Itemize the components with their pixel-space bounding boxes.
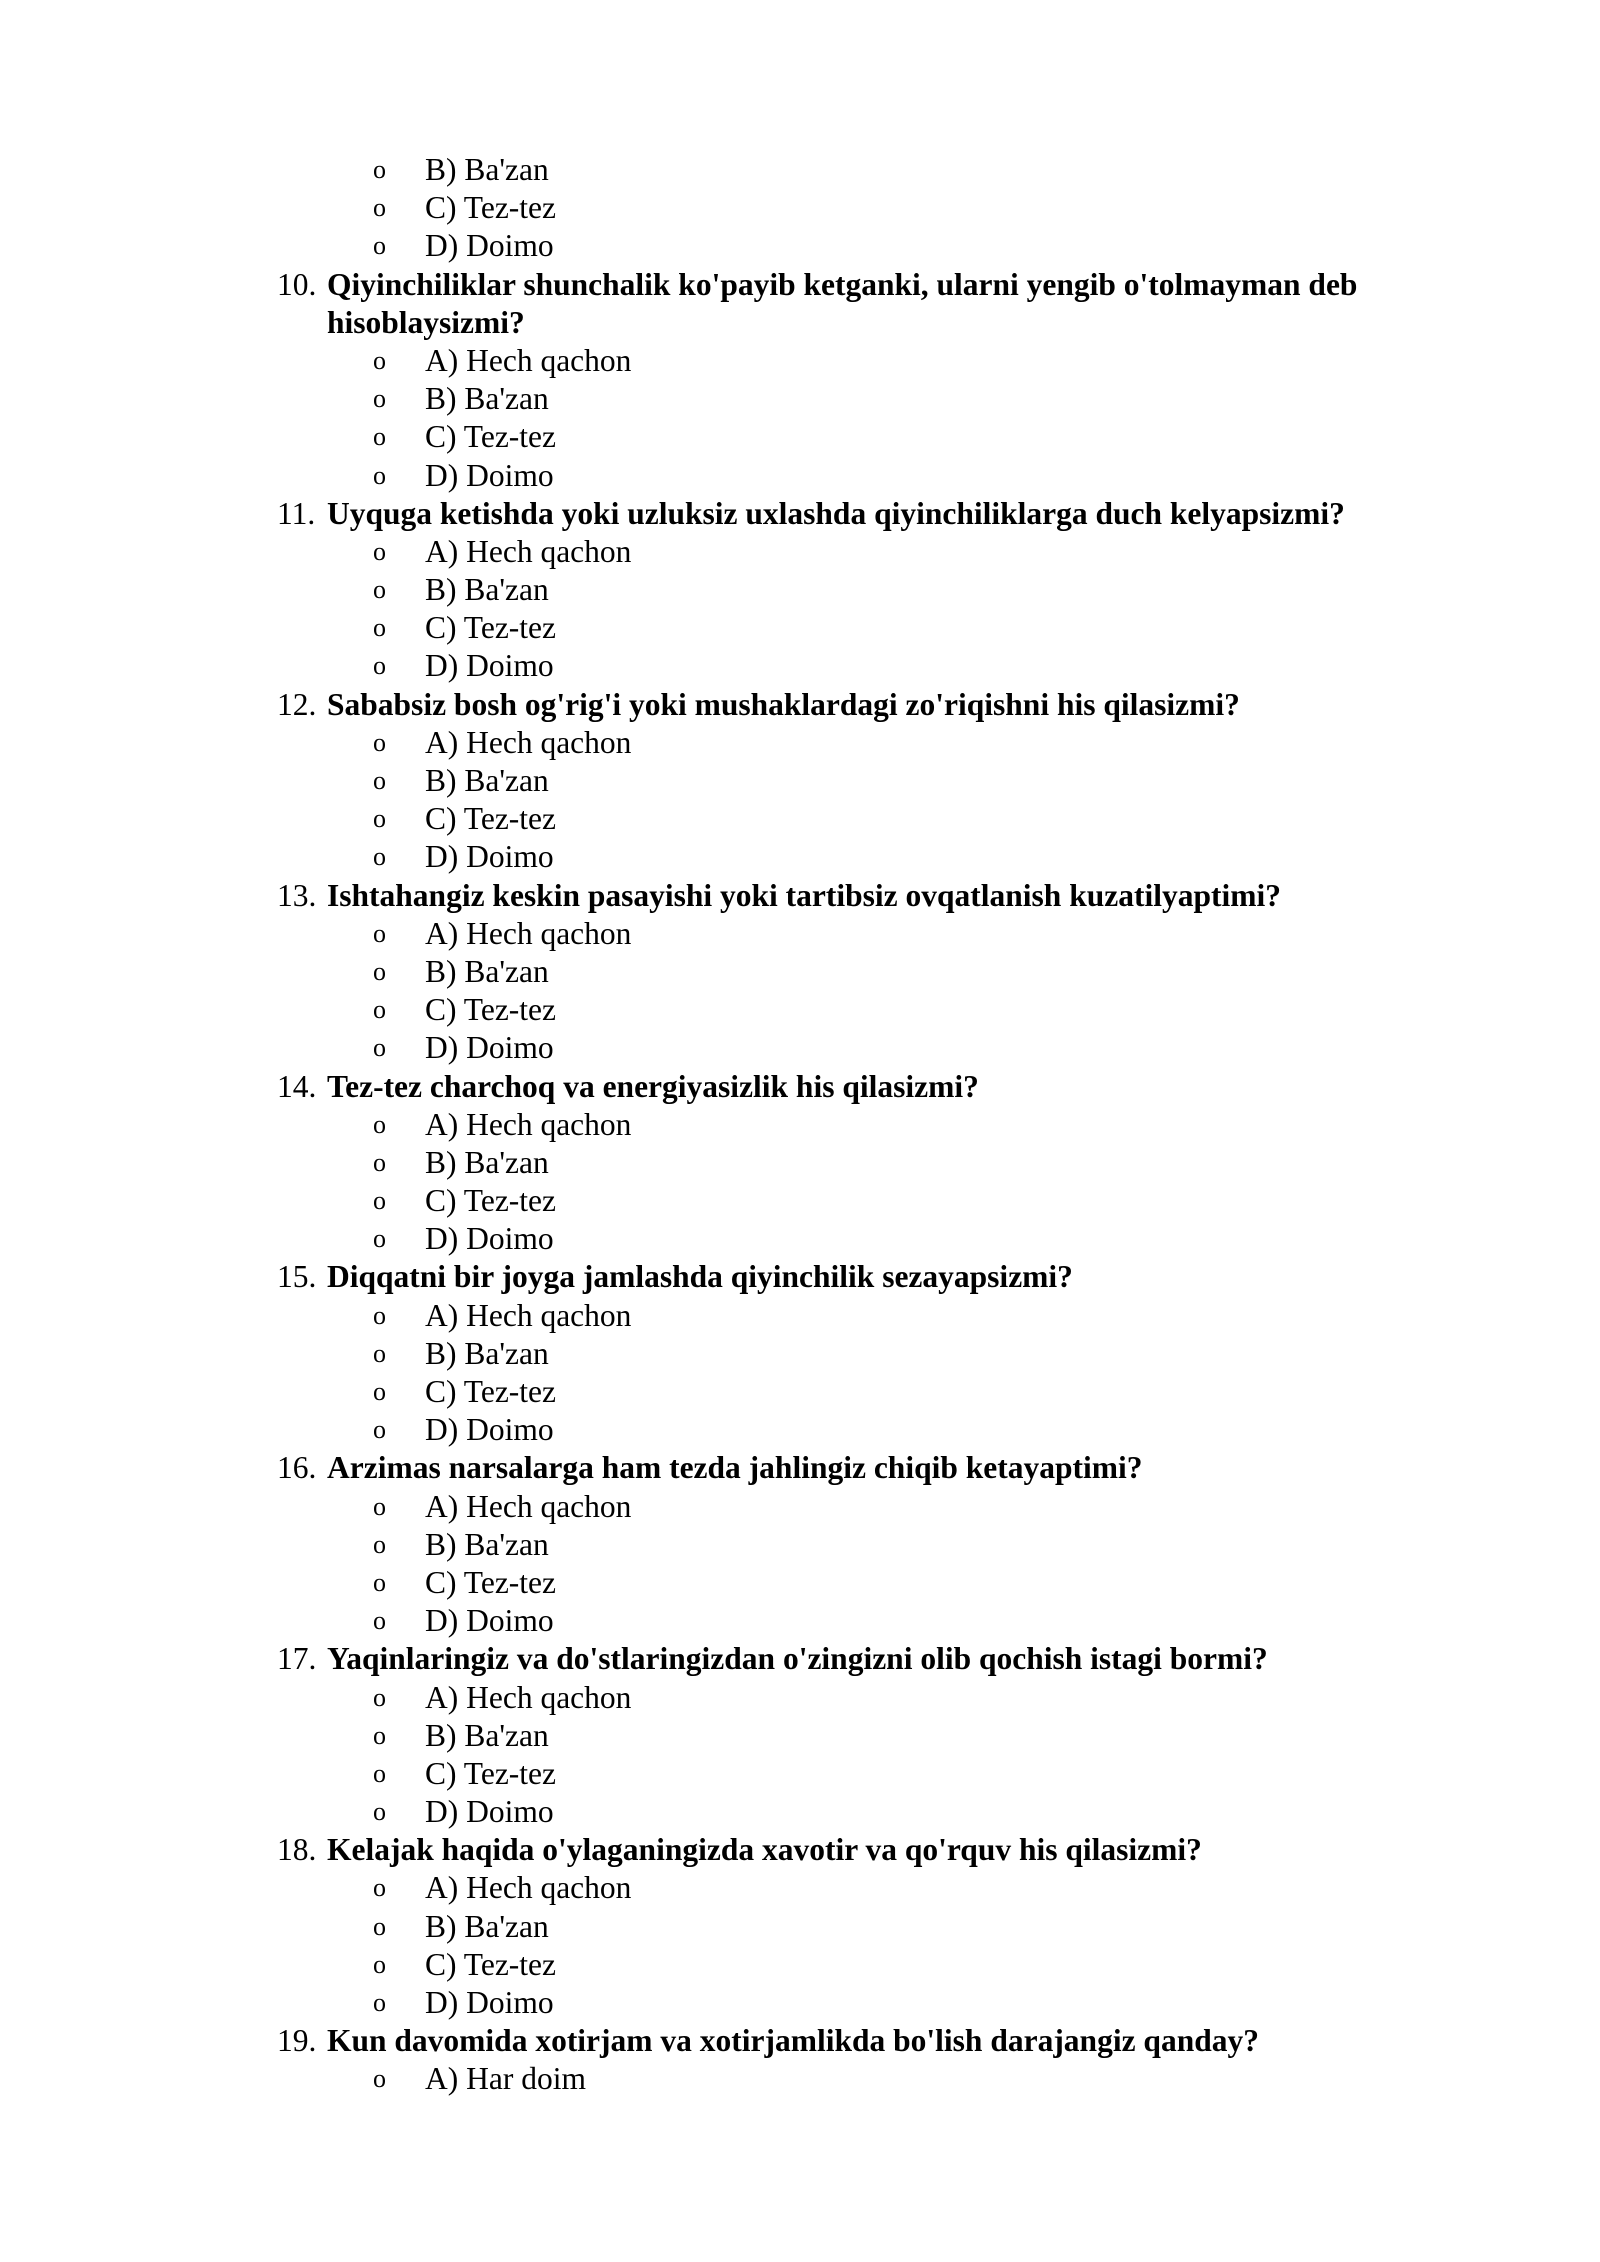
option-item	[0, 1297, 1600, 1335]
option-item	[0, 571, 1600, 609]
option-label: B) Ba'zan	[425, 572, 549, 608]
option-item	[0, 1908, 1600, 1946]
option-label: A) Hech qachon	[425, 1870, 632, 1906]
bullet-marker: o	[373, 1109, 386, 1139]
option-item	[0, 457, 1600, 495]
question-item	[0, 1068, 1600, 1106]
option-item	[0, 762, 1600, 800]
option-label: D) Doimo	[425, 1221, 554, 1257]
bullet-marker: o	[373, 1186, 386, 1216]
option-item	[0, 1335, 1600, 1373]
option-label: D) Doimo	[425, 648, 554, 684]
option-label: B) Ba'zan	[425, 1908, 549, 1944]
bullet-marker: o	[373, 1797, 386, 1827]
bullet-marker: o	[373, 575, 386, 605]
bullet-marker: o	[373, 1949, 386, 1979]
option-item	[0, 991, 1600, 1029]
question-number: 15.	[277, 1259, 317, 1295]
bullet-marker: o	[373, 1491, 386, 1521]
option-item	[0, 1373, 1600, 1411]
question-text: Kun davomida xotirjam va xotirjamlikda bo'lish darajangiz qanday?	[327, 2023, 1259, 2059]
option-label: B) Ba'zan	[425, 1335, 549, 1371]
bullet-marker: o	[373, 422, 386, 452]
option-label: C) Tez-tez	[425, 1183, 557, 1219]
bullet-marker: o	[373, 995, 386, 1025]
bullet-marker: o	[373, 2064, 386, 2094]
option-label: A) Hech qachon	[425, 1488, 632, 1524]
option-item	[0, 2060, 1600, 2098]
option-item	[0, 227, 1600, 265]
option-label: B) Ba'zan	[425, 763, 549, 798]
option-label: D) Doimo	[425, 1794, 554, 1830]
bullet-marker: o	[373, 1300, 386, 1330]
option-item	[0, 1984, 1600, 2022]
option-item	[0, 953, 1600, 991]
question-item	[0, 266, 1600, 304]
option-item	[0, 838, 1600, 876]
option-label: A) Hech qachon	[425, 342, 632, 378]
option-label: D) Doimo	[425, 1412, 554, 1448]
option-item	[0, 1946, 1600, 1984]
bullet-marker: o	[373, 1529, 386, 1559]
question-number: 10.	[277, 266, 317, 302]
option-label: C) Tez-tez	[425, 992, 557, 1028]
bullet-marker: o	[373, 1415, 386, 1445]
option-item	[0, 1029, 1600, 1067]
option-label: C) Tez-tez	[425, 1374, 557, 1409]
bullet-marker: o	[373, 651, 386, 681]
question-text: Arzimas narsalarga ham tezda jahlingiz chiqib ketayaptimi?	[327, 1450, 1143, 1486]
option-item	[0, 189, 1600, 227]
bullet-marker: o	[373, 536, 386, 566]
option-label: B) Ba'zan	[425, 1144, 549, 1180]
option-item	[0, 151, 1600, 189]
option-label: C) Tez-tez	[425, 1755, 557, 1791]
question-text: Kelajak haqida o'ylaganingizda xavotir va qo'rquv his qilasizmi?	[327, 1832, 1202, 1868]
question-text: Sababsiz bosh og'rig'i yoki mushaklardagi zo'riqishni his qilasizmi?	[327, 686, 1240, 722]
option-item	[0, 1869, 1600, 1907]
option-label: C) Tez-tez	[425, 1946, 557, 1982]
question-number: 12.	[277, 686, 317, 722]
bullet-marker: o	[373, 1720, 386, 1750]
option-label: A) Hech qachon	[425, 724, 632, 760]
bullet-marker: o	[373, 1567, 386, 1597]
bullet-marker: o	[373, 1224, 386, 1254]
option-label: B) Ba'zan	[425, 381, 549, 417]
option-item	[0, 342, 1600, 380]
option-label: D) Doimo	[425, 839, 554, 875]
question-continuation	[0, 304, 1600, 342]
question-item	[0, 1449, 1600, 1487]
bullet-marker: o	[373, 345, 386, 375]
option-label: C) Tez-tez	[425, 190, 557, 226]
question-number: 17.	[277, 1641, 317, 1677]
question-text: Uyquga ketishda yoki uzluksiz uxlashda qiyinchiliklarga duch kelyapsizmi?	[327, 495, 1345, 531]
option-label: B) Ba'zan	[425, 152, 549, 187]
option-label: A) Hech qachon	[425, 1679, 632, 1715]
option-item	[0, 1220, 1600, 1258]
option-item	[0, 915, 1600, 953]
option-label: A) Hech qachon	[425, 915, 632, 951]
option-label: C) Tez-tez	[425, 419, 557, 455]
bullet-marker: o	[373, 918, 386, 948]
question-number: 18.	[277, 1832, 317, 1868]
bullet-marker: o	[373, 1988, 386, 2017]
option-item	[0, 1679, 1600, 1717]
option-label: A) Hech qachon	[425, 1106, 632, 1142]
option-label: B) Ba'zan	[425, 1717, 549, 1753]
bullet-marker: o	[373, 613, 386, 643]
option-label: C) Tez-tez	[425, 610, 557, 646]
question-item	[0, 495, 1600, 533]
question-text: Yaqinlaringiz va do'stlaringizdan o'zingizni olib qochish istagi bormi?	[327, 1641, 1268, 1677]
option-item	[0, 724, 1600, 762]
question-text: Qiyinchiliklar shunchalik ko'payib ketganki, ularni yengib o'tolmayman deb	[327, 266, 1358, 302]
bullet-marker: o	[373, 1147, 386, 1177]
option-label: B) Ba'zan	[425, 1526, 549, 1562]
question-text: Tez-tez charchoq va energiyasizlik his qilasizmi?	[327, 1068, 979, 1104]
option-item	[0, 1793, 1600, 1831]
question-number: 11.	[277, 495, 316, 531]
bullet-marker: o	[373, 193, 386, 223]
bullet-marker: o	[373, 766, 386, 795]
bullet-marker: o	[373, 1338, 386, 1368]
question-item	[0, 1258, 1600, 1296]
bullet-marker: o	[373, 155, 386, 184]
option-label: A) Hech qachon	[425, 1297, 632, 1333]
question-text: Ishtahangiz keskin pasayishi yoki tartibsiz ovqatlanish kuzatilyaptimi?	[327, 877, 1281, 913]
option-item	[0, 1144, 1600, 1182]
option-item	[0, 647, 1600, 685]
option-label: D) Doimo	[425, 457, 554, 493]
question-number: 14.	[277, 1068, 317, 1104]
bullet-marker: o	[373, 804, 386, 834]
bullet-marker: o	[373, 842, 386, 872]
option-label: A) Har doim	[425, 2061, 586, 2097]
option-item	[0, 609, 1600, 647]
option-item	[0, 1717, 1600, 1755]
option-label: B) Ba'zan	[425, 953, 549, 989]
question-item	[0, 686, 1600, 724]
option-item	[0, 1564, 1600, 1602]
option-label: C) Tez-tez	[425, 1564, 557, 1600]
question-number: 19.	[277, 2023, 317, 2059]
option-item	[0, 533, 1600, 571]
question-item	[0, 1640, 1600, 1678]
option-label: D) Doimo	[425, 228, 554, 264]
bullet-marker: o	[373, 1033, 386, 1063]
question-text: Diqqatni bir joyga jamlashda qiyinchilik sezayapsizmi?	[327, 1259, 1073, 1295]
option-label: D) Doimo	[425, 1603, 554, 1639]
question-text: hisoblaysizmi?	[327, 304, 525, 340]
option-item	[0, 380, 1600, 418]
option-label: D) Doimo	[425, 1985, 554, 2020]
bullet-marker: o	[373, 231, 386, 261]
question-number: 13.	[277, 877, 317, 913]
bullet-marker: o	[373, 460, 386, 490]
option-item	[0, 1526, 1600, 1564]
bullet-marker: o	[373, 956, 386, 986]
bullet-marker: o	[373, 1377, 386, 1406]
option-item	[0, 800, 1600, 838]
option-item	[0, 1182, 1600, 1220]
option-label: A) Hech qachon	[425, 533, 632, 569]
option-item	[0, 1488, 1600, 1526]
bullet-marker: o	[373, 1606, 386, 1636]
question-item	[0, 877, 1600, 915]
option-label: C) Tez-tez	[425, 801, 557, 837]
bullet-marker: o	[373, 1682, 386, 1712]
option-item	[0, 1602, 1600, 1640]
option-item	[0, 418, 1600, 456]
option-label: D) Doimo	[425, 1030, 554, 1066]
option-item	[0, 1755, 1600, 1793]
bullet-marker: o	[373, 1911, 386, 1941]
bullet-marker: o	[373, 1758, 386, 1788]
bullet-marker: o	[373, 727, 386, 757]
document-page	[0, 151, 1600, 2099]
option-item	[0, 1411, 1600, 1449]
bullet-marker: o	[373, 384, 386, 414]
option-item	[0, 1106, 1600, 1144]
question-number: 16.	[277, 1450, 317, 1486]
bullet-marker: o	[373, 1873, 386, 1903]
question-item	[0, 2022, 1600, 2060]
question-item	[0, 1831, 1600, 1869]
